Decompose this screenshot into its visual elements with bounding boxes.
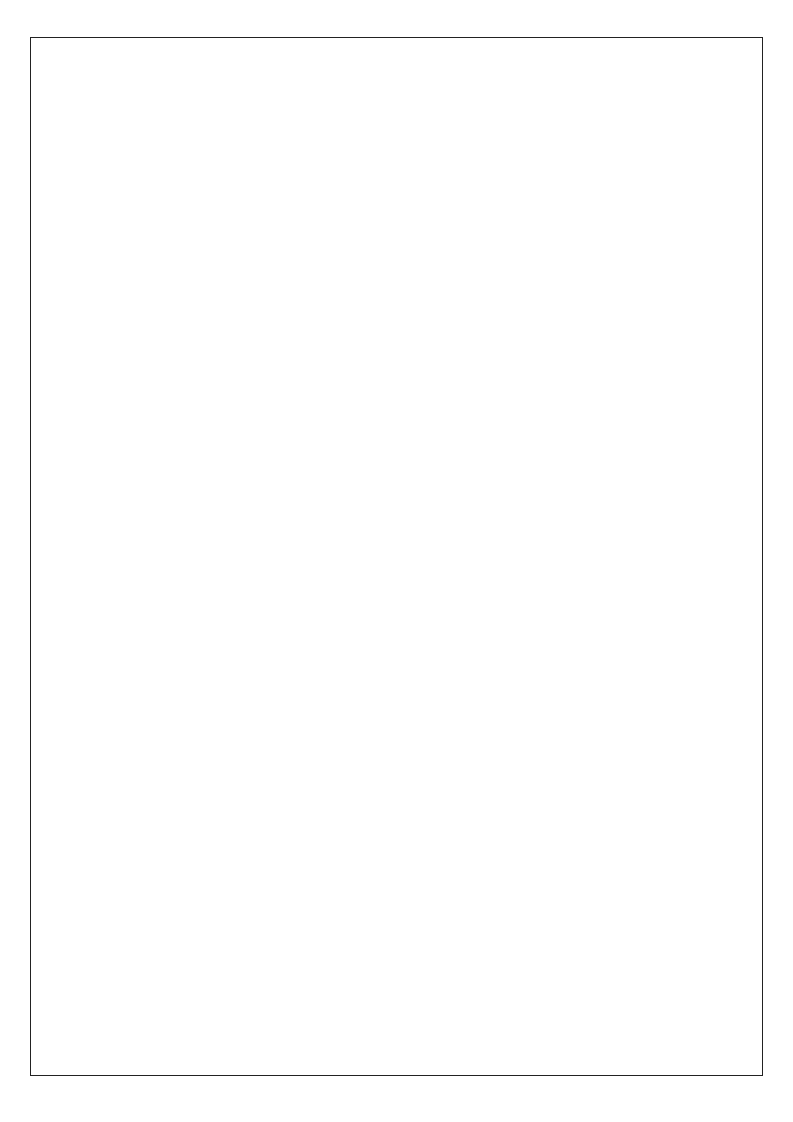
worksheet-grid [30, 37, 763, 1076]
